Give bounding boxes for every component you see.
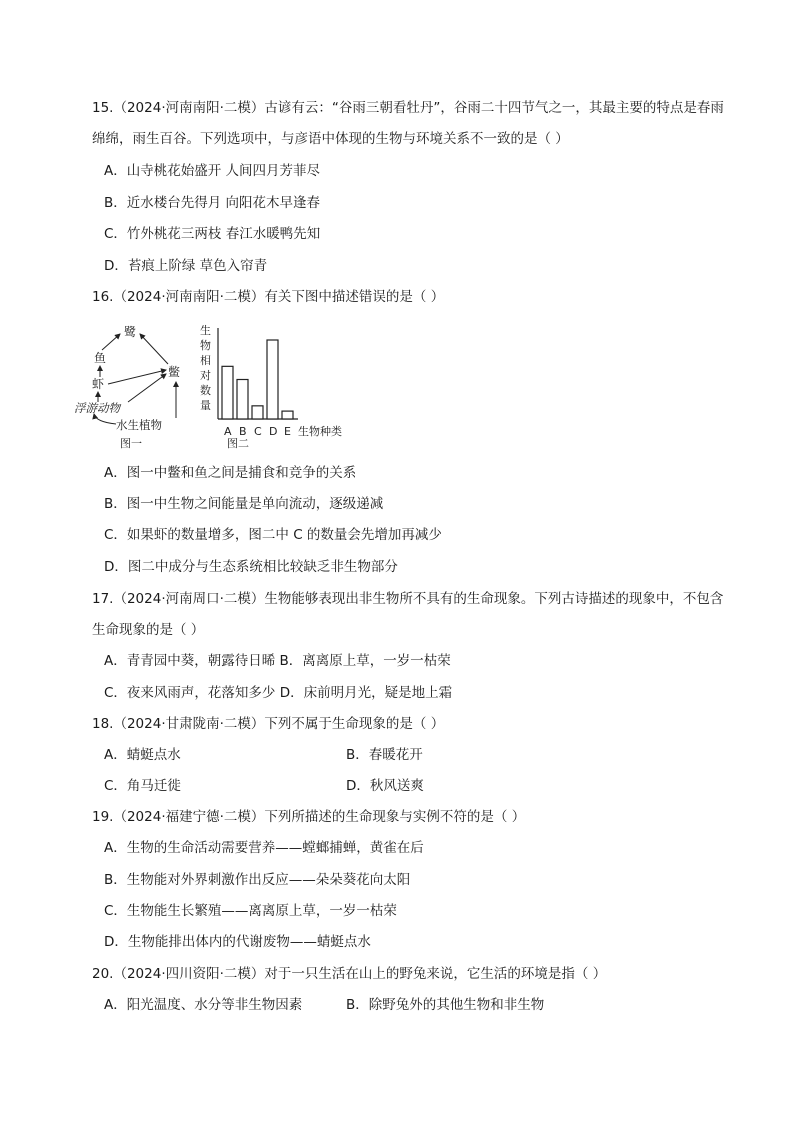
tick-B: B [239,425,247,438]
node-egret: 鹭 [124,325,137,339]
q15-option-c[interactable]: C．竹外桃花三两枝 春江水暖鸭先知 [104,226,321,242]
q15-stem-line2: 绵绵，雨生百谷。下列选项中，与彦语中体现的生物与环境关系不一致的是（ ） [92,131,569,147]
y-axis-label-char: 物 [200,339,211,352]
node-turtle: 鳖 [168,365,181,379]
q18-option-a[interactable]: A．蜻蜓点水 [104,747,181,763]
q16-option-c[interactable]: C．如果虾的数量增多，图二中 C 的数量会先增加再减少 [104,527,442,543]
q18-option-b[interactable]: B．春暖花开 [346,747,423,763]
q19-option-a[interactable]: A．生物的生命活动需要营养——螳螂捕蝉，黄雀在后 [104,840,424,856]
q19-stem: 19.（2024·福建宁德·二模）下列所描述的生命现象与实例不符的是（ ） [92,809,526,825]
node-fish: 鱼 [94,351,107,365]
q17-stem-line2: 生命现象的是（ ） [92,622,205,638]
q20-stem: 20.（2024·四川资阳·二模）对于一只生活在山上的野兔来说，它生活的环境是指（ ） [92,966,607,982]
q16-option-b[interactable]: B．图一中生物之间能量是单向流动，逐级递减 [104,496,384,512]
node-zooplankton: 浮游动物 [74,401,120,415]
fig1-caption: 图一 [120,437,142,450]
q16-figure [72,322,362,452]
q16-stem: 16.（2024·河南南阳·二模）有关下图中描述错误的是（ ） [92,289,445,305]
q15-stem-line1: 15.（2024·河南南阳·二模）古谚有云：“谷雨三朝看牡丹”，谷雨二十四节气之一，其最主要的特点是春雨 [92,100,724,116]
q19-option-d[interactable]: D．生物能排出体内的代谢废物——蜻蜓点水 [104,934,371,950]
q18-option-c[interactable]: C．角马迁徙 [104,778,181,794]
food-web [74,325,180,450]
bar-A [222,366,233,419]
food-web-and-bar-chart [72,322,362,452]
bar-B [237,380,248,420]
q16-option-a[interactable]: A．图一中鳖和鱼之间是捕食和竞争的关系 [104,465,357,481]
tick-A: A [224,425,232,438]
bar-chart [200,323,342,450]
bar-D [267,340,278,419]
y-axis-label-char: 量 [200,399,211,412]
y-axis-label-char: 数 [200,384,211,397]
q17-stem-line1: 17.（2024·河南周口·二模）生物能够表现出非生物所不具有的生命现象。下列古诗描述的现象中，不包含 [92,591,724,607]
q19-option-b[interactable]: B．生物能对外界刺激作出反应——朵朵葵花向太阳 [104,872,411,888]
y-axis-label-char: 生 [200,324,211,337]
q18-option-d[interactable]: D．秋风送爽 [346,778,424,794]
q16-option-d[interactable]: D．图二中成分与生态系统相比较缺乏非生物部分 [104,559,398,575]
q17-option-ab[interactable]: A．青青园中葵，朝露待日晞 B．离离原上草，一岁一枯荣 [104,653,451,669]
x-axis-label: 生物种类 [298,425,342,438]
tick-E: E [284,425,291,438]
q15-option-b[interactable]: B．近水楼台先得月 向阳花木早逢春 [104,195,321,211]
q15-option-a[interactable]: A．山寺桃花始盛开 人间四月芳菲尽 [104,163,321,179]
q20-option-b[interactable]: B．除野兔外的其他生物和非生物 [346,997,545,1013]
bar-C [252,406,263,419]
y-axis-label-char: 对 [200,369,211,382]
tick-C: C [254,425,262,438]
y-axis-label-char: 相 [200,354,211,367]
q19-option-c[interactable]: C．生物能生长繁殖——离离原上草，一岁一枯荣 [104,903,397,919]
q15-option-d[interactable]: D．苔痕上阶绿 草色入帘青 [104,258,268,274]
node-aquatic-plant: 水生植物 [116,418,162,432]
tick-D: D [269,425,278,438]
node-shrimp: 虾 [92,377,105,391]
q18-stem: 18.（2024·甘肃陇南·二模）下列不属于生命现象的是（ ） [92,716,445,732]
fig2-caption: 图二 [227,437,249,450]
q17-option-cd[interactable]: C．夜来风雨声，花落知多少 D．床前明月光，疑是地上霜 [104,685,453,701]
q20-option-a[interactable]: A．阳光温度、水分等非生物因素 [104,997,303,1013]
bar-E [282,411,293,419]
